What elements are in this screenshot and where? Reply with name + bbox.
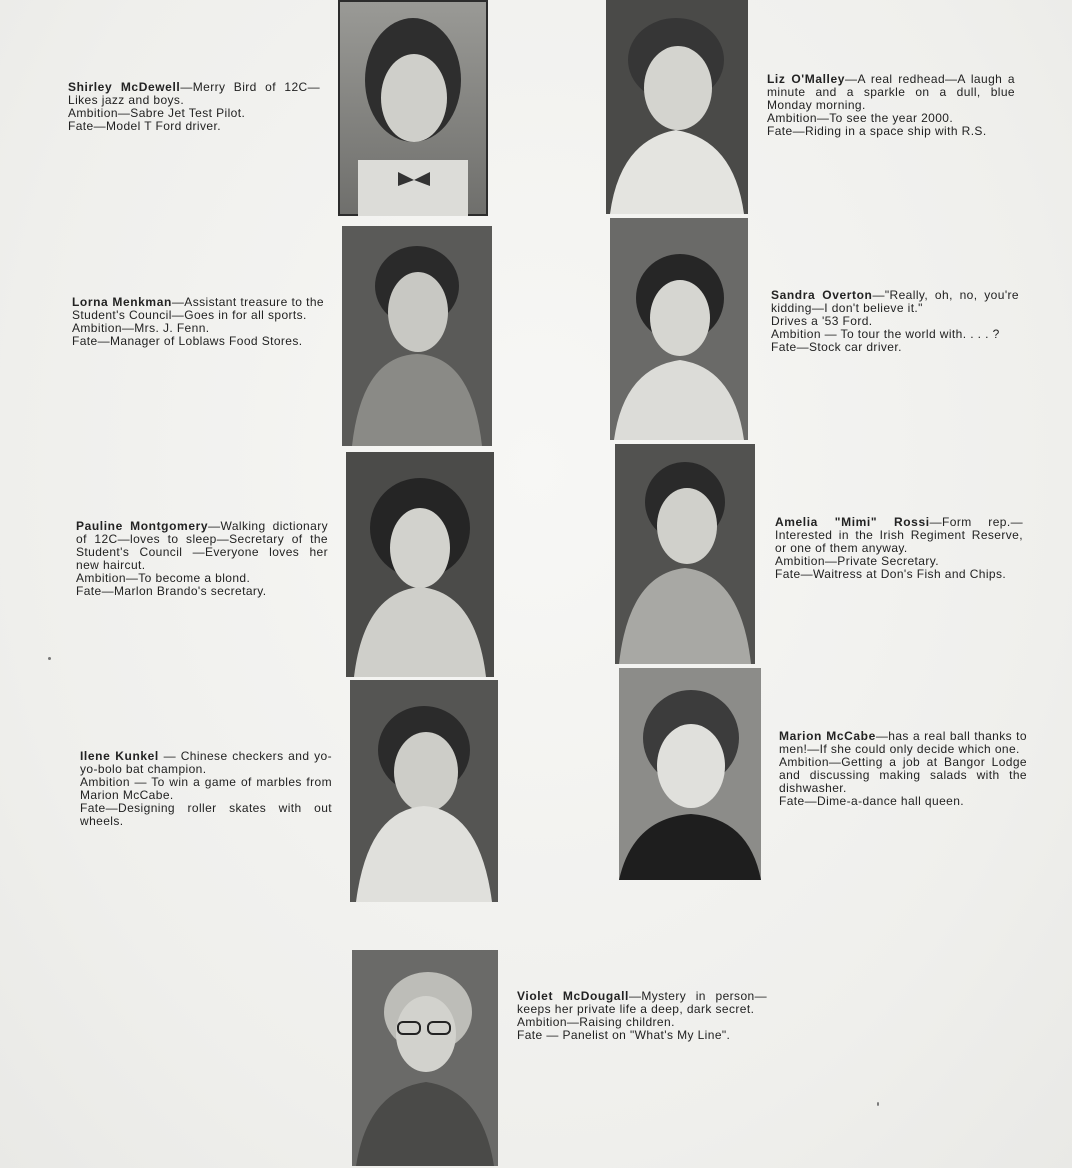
student-name: Lorna Menkman [72, 295, 172, 309]
fate-line: Fate—Dime-a-dance hall queen. [779, 794, 965, 808]
bio-paragraph [771, 289, 1019, 315]
fate-line: Fate—Model T Ford driver. [68, 119, 221, 133]
bio-line: —has a real ball thanks to men!—If she could only decide which one. [779, 729, 1027, 756]
bio-line: —A real redhead—A laugh a minute and a sparkle on a dull, blue Monday morning. [767, 72, 1016, 112]
ambition-line: Ambition—To see the year 2000. [767, 111, 954, 125]
ambition-line: Ambition — To tour the world with. . . . ? [771, 327, 1000, 341]
fate-line: Fate—Stock car driver. [771, 340, 902, 354]
bio-line: —Form rep.—Interested in the Irish Regiment Reserve, or one of them anyway. [775, 515, 1023, 555]
bio-pauline-montgomery [76, 520, 328, 598]
photo-lorna-menkman [342, 226, 492, 446]
bio-line: —Assistant treasure to the Student's Council—Goes in for all sports. [72, 295, 324, 322]
bio-violet-mcdougall [517, 990, 767, 1042]
ambition-line: Ambition — To win a game of marbles from Marion McCabe. [80, 775, 332, 802]
photo-amelia-rossi [615, 444, 755, 664]
bio-paragraph [68, 81, 320, 107]
bio-paragraph [72, 296, 324, 322]
bio-line: —Merry Bird of 12C—Likes jazz and boys. [68, 80, 320, 107]
bio-line: Drives a '53 Ford. [771, 314, 873, 328]
student-name: Ilene Kunkel [80, 749, 159, 763]
photo-ilene-kunkel [350, 680, 498, 902]
student-name: Violet McDougall [517, 989, 629, 1003]
photo-liz-omalley [606, 0, 748, 214]
print-speck [48, 657, 51, 660]
bio-marion-mccabe [779, 730, 1027, 808]
photo-marion-mccabe [619, 668, 761, 880]
fate-line: Fate—Riding in a space ship with R.S. [767, 124, 987, 138]
bio-paragraph [517, 990, 767, 1016]
fate-line: Fate — Panelist on "What's My Line". [517, 1028, 731, 1042]
bio-lorna-menkman [72, 296, 324, 348]
fate-line: Fate—Designing roller skates with out wheels. [80, 801, 332, 828]
bio-sandra-overton [771, 289, 1019, 354]
fate-line: Fate—Marlon Brando's secretary. [76, 584, 267, 598]
photo-pauline-montgomery [346, 452, 494, 677]
photo-sandra-overton [610, 218, 748, 440]
ambition-line: Ambition—Raising children. [517, 1015, 675, 1029]
bio-paragraph [779, 730, 1027, 756]
fate-line: Fate—Waitress at Don's Fish and Chips. [775, 567, 1007, 581]
bio-paragraph [767, 73, 1015, 112]
student-name: Shirley McDewell [68, 80, 181, 94]
ambition-line: Ambition—Mrs. J. Fenn. [72, 321, 210, 335]
bio-shirley-mcdewell [68, 81, 320, 133]
ambition-line: Ambition—Sabre Jet Test Pilot. [68, 106, 246, 120]
bio-line: —Mystery in person—keeps her private life a deep, dark secret. [517, 989, 767, 1016]
bio-paragraph [80, 750, 332, 776]
print-speck [877, 1102, 879, 1106]
student-name: Liz O'Malley [767, 72, 846, 86]
ambition-line: Ambition—Getting a job at Bangor Lodge and discussing making salads with the dishwasher. [779, 755, 1027, 795]
bio-line: —"Really, oh, no, you're kidding—I don't believe it." [771, 288, 1019, 315]
bio-amelia-rossi [775, 516, 1023, 581]
bio-paragraph [76, 520, 328, 572]
fate-line: Fate—Manager of Loblaws Food Stores. [72, 334, 303, 348]
ambition-line: Ambition—To become a blond. [76, 571, 251, 585]
student-name: Sandra Overton [771, 288, 873, 302]
student-name: Marion McCabe [779, 729, 876, 743]
student-name: Pauline Montgomery [76, 519, 209, 533]
bio-line: — Chinese checkers and yo-yo-bolo bat champion. [80, 749, 332, 776]
bio-line: —Walking dictionary of 12C—loves to sleep—Secretary of the Student's Council —Everyone loves her new haircut. [76, 519, 328, 572]
bio-ilene-kunkel [80, 750, 332, 828]
photo-violet-mcdougall [352, 950, 498, 1166]
photo-shirley-mcdewell [338, 0, 488, 216]
bio-liz-omalley [767, 73, 1015, 138]
bio-paragraph [775, 516, 1023, 555]
student-name: Amelia "Mimi" Rossi [775, 515, 930, 529]
ambition-line: Ambition—Private Secretary. [775, 554, 939, 568]
